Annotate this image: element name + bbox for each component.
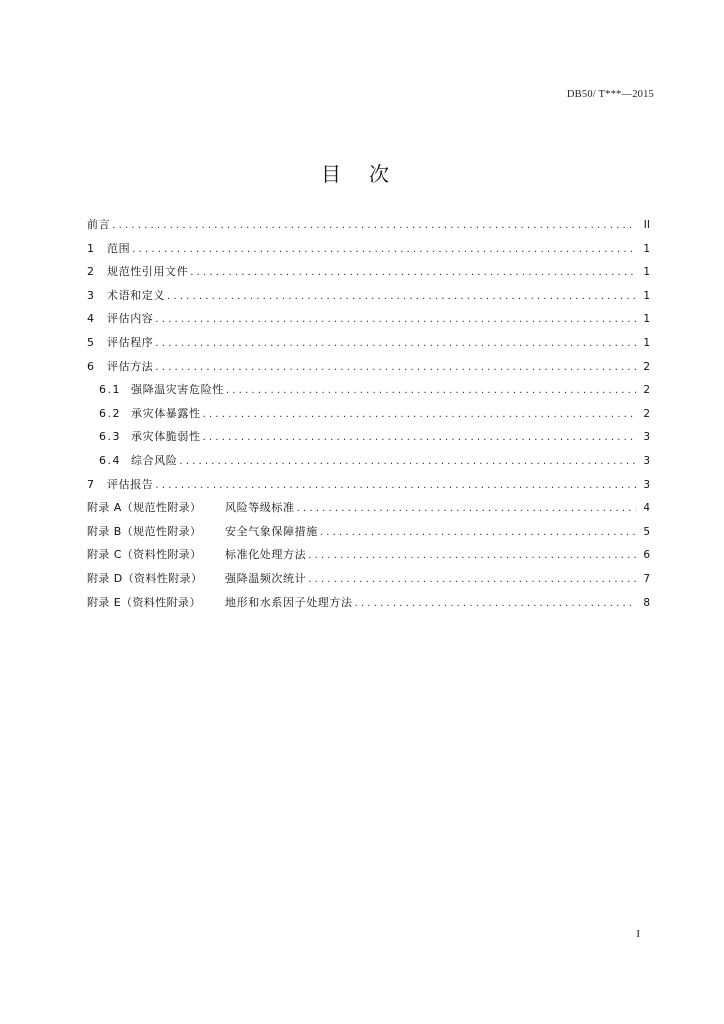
toc-entry-number: 6.4 [99,453,121,467]
toc-leader-dots [155,478,636,494]
toc-entry-page: 1 [643,242,650,255]
toc-entry-page: 3 [643,478,650,491]
toc-entry-1[interactable] [87,241,650,265]
toc-entry-label: 安全气象保障措施 [225,524,318,538]
toc-leader-dots [203,430,636,446]
toc-leader-dots [155,336,636,352]
toc-entry-label: 术语和定义 [107,288,165,302]
toc-entry-label: 强降温频次统计 [225,571,307,585]
toc-entry-6[interactable] [87,359,650,383]
toc-entry-page: 1 [643,266,650,279]
toc-entry-number: 6.3 [99,430,121,444]
toc-leader-dots [112,218,636,234]
toc-appendix-prefix: 附录 C（资料性附录） [87,548,202,562]
toc-entry-foreword[interactable] [87,217,650,241]
toc-entry-number: 3 [87,288,94,302]
toc-entry-page: 2 [643,407,650,420]
toc-entry-label: 评估方法 [107,359,154,373]
toc-entry-page: II [643,219,650,231]
toc-leader-dots [203,407,636,423]
toc-entry-3[interactable] [87,288,650,312]
toc-appendix-prefix: 附录 E（资料性附录） [87,595,201,609]
toc-entry-number: 6 [87,359,94,373]
page-number-footer: I [636,928,640,940]
toc-entry-6-2[interactable] [87,406,650,430]
toc-entry-label: 承灾体脆弱性 [131,430,201,444]
toc-entry-label: 评估报告 [107,477,154,491]
toc-title: 目次 [321,162,417,186]
standard-code-header: DB50/ T***—2015 [566,89,654,100]
toc-entry-label: 评估程序 [107,335,154,349]
toc-entry-label: 风险等级标准 [225,501,295,515]
toc-entry-number: 4 [87,312,94,326]
toc-entry-6-4[interactable] [87,453,650,477]
toc-leader-dots [226,383,636,399]
toc-entry-page: 3 [643,454,650,467]
toc-entry-page: 1 [643,313,650,326]
toc-entry-page: 8 [643,596,650,609]
toc-entry-page: 1 [643,336,650,349]
toc-leader-dots [297,501,636,517]
toc-entry-number: 6.2 [99,406,121,420]
toc-entry-page: 6 [643,549,650,562]
toc-entry-7[interactable] [87,477,650,501]
toc-entry-page: 5 [643,525,650,538]
toc-leader-dots [190,265,636,281]
toc-leader-dots [308,572,636,588]
toc-entry-4[interactable] [87,311,650,335]
toc-leader-dots [179,454,636,470]
toc-entry-number: 5 [87,335,94,349]
toc-entry-label: 承灾体暴露性 [131,406,201,420]
toc-appendix-prefix: 附录 B（规范性附录） [87,524,202,538]
toc-entry-number: 7 [87,477,94,491]
toc-entry-appendix-c[interactable] [87,547,650,571]
toc-appendix-prefix: 附录 D（资料性附录） [87,571,203,585]
toc-entry-label: 综合风险 [131,453,178,467]
toc-entry-6-1[interactable] [87,382,650,406]
toc-leader-dots [320,525,636,541]
toc-entry-label: 范围 [107,241,131,255]
toc-leader-dots [167,289,636,305]
toc-entry-5[interactable] [87,335,650,359]
toc-entry-page: 1 [643,289,650,302]
toc-entry-label: 地形和水系因子处理方法 [225,595,353,609]
toc-entry-page: 2 [643,384,650,397]
toc-entry-6-3[interactable] [87,429,650,453]
toc-entry-page: 2 [643,360,650,373]
toc-entry-appendix-e[interactable] [87,595,650,619]
toc-entry-appendix-b[interactable] [87,524,650,548]
toc-entry-number: 1 [87,241,94,255]
toc-appendix-prefix: 附录 A（规范性附录） [87,501,202,515]
toc-entry-page: 4 [643,502,650,515]
toc-list [87,217,650,618]
toc-entry-label: 规范性引用文件 [107,265,189,279]
toc-entry-label: 强降温灾害危险性 [131,383,224,397]
toc-entry-label: 前言 [87,218,111,231]
toc-entry-2[interactable] [87,264,650,288]
toc-leader-dots [308,548,636,564]
toc-entry-appendix-d[interactable] [87,571,650,595]
toc-leader-dots [355,596,636,612]
toc-entry-number: 6.1 [99,383,121,397]
toc-leader-dots [132,242,636,258]
toc-entry-label: 标准化处理方法 [225,548,307,562]
toc-entry-number: 2 [87,265,94,279]
toc-leader-dots [155,312,636,328]
toc-entry-page: 3 [643,431,650,444]
toc-leader-dots [155,360,636,376]
toc-entry-appendix-a[interactable] [87,500,650,524]
toc-entry-page: 7 [643,572,650,585]
toc-entry-label: 评估内容 [107,312,154,326]
